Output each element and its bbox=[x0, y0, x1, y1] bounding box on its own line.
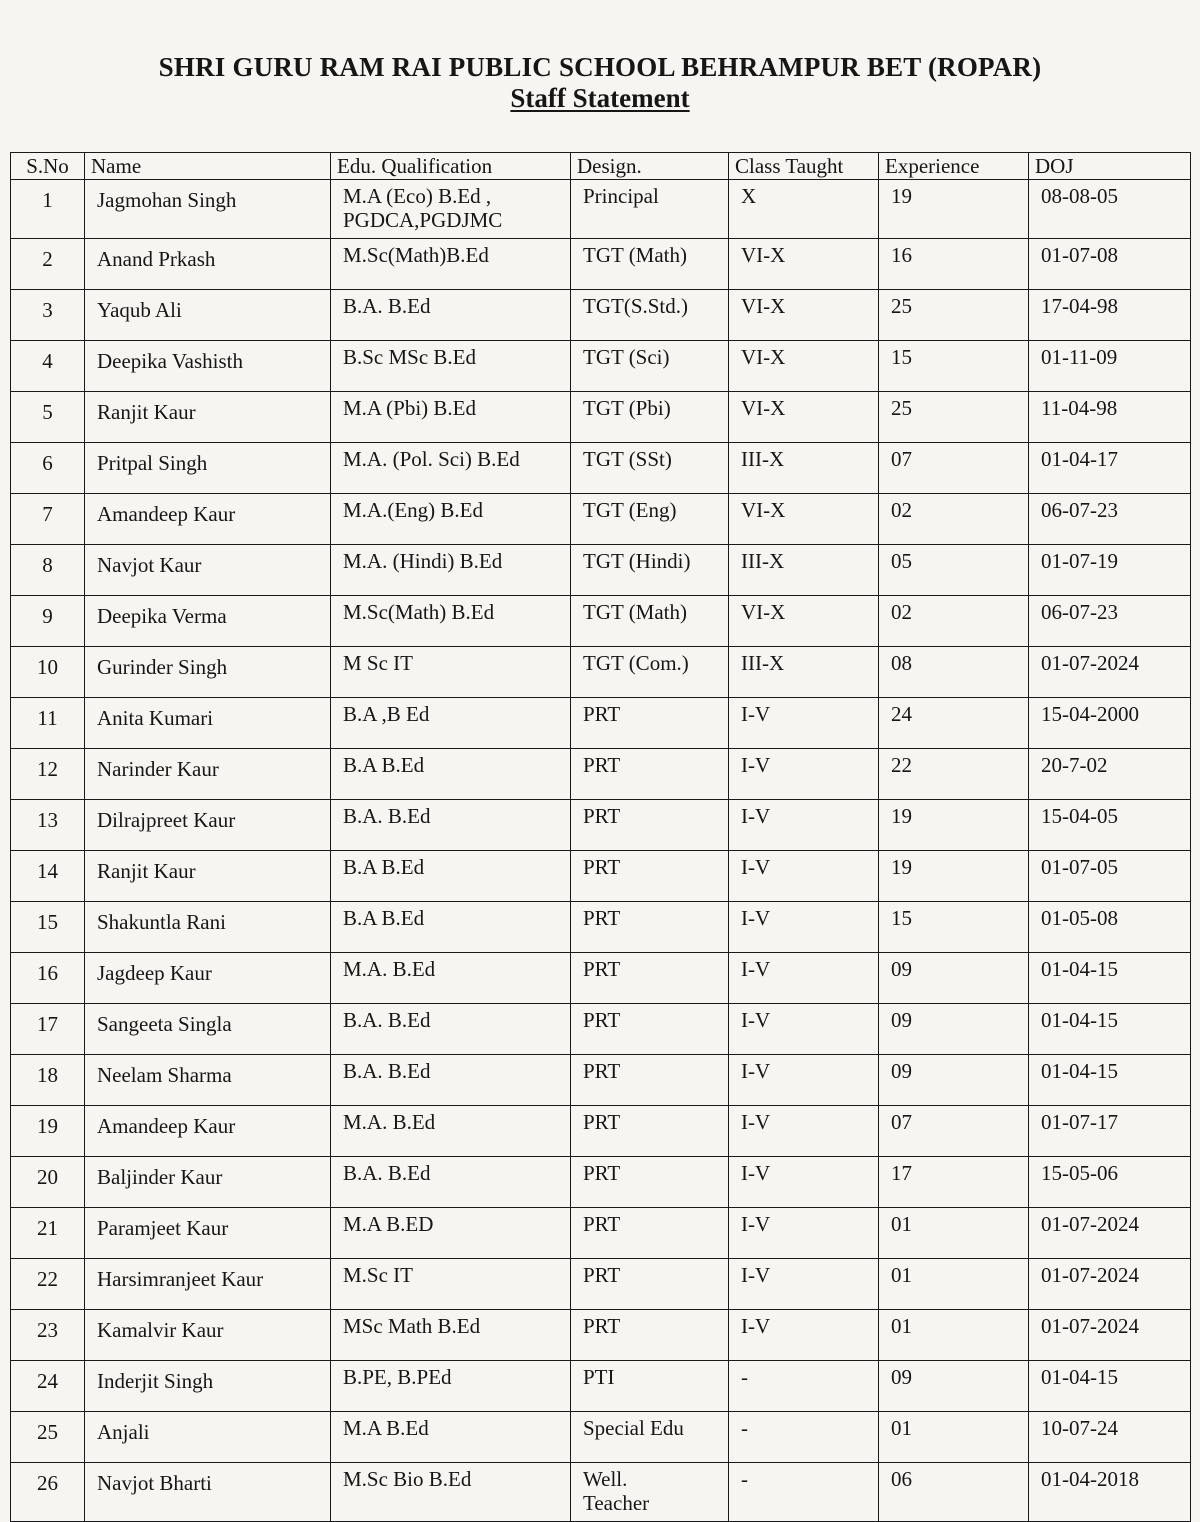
cell-designation-line: PRT bbox=[583, 1314, 621, 1338]
cell-qualification-line: M.Sc(Math) B.Ed bbox=[343, 600, 495, 624]
cell-experience: 22 bbox=[879, 749, 1029, 800]
header-doj: DOJ bbox=[1029, 153, 1191, 180]
cell-qualification bbox=[331, 1106, 571, 1157]
cell-sno: 13 bbox=[11, 800, 85, 851]
cell-class-taught: - bbox=[729, 1412, 879, 1463]
cell-experience: 09 bbox=[879, 1055, 1029, 1106]
cell-doj: 01-05-08 bbox=[1029, 902, 1191, 953]
cell-designation-line: Well. bbox=[583, 1467, 628, 1491]
cell-class-taught: I-V bbox=[729, 953, 879, 1004]
table-row bbox=[11, 494, 1191, 545]
cell-class-taught: I-V bbox=[729, 1157, 879, 1208]
cell-qualification-line: PGDCA,PGDJMC bbox=[343, 208, 503, 232]
cell-designation-line: PRT bbox=[583, 702, 621, 726]
cell-experience: 16 bbox=[879, 239, 1029, 290]
cell-sno: 11 bbox=[11, 698, 85, 749]
cell-qualification-line: B.A B.Ed bbox=[343, 855, 425, 879]
cell-experience: 17 bbox=[879, 1157, 1029, 1208]
cell-qualification-line: M.A. (Pol. Sci) B.Ed bbox=[343, 447, 520, 471]
table-row bbox=[11, 851, 1191, 902]
cell-sno: 10 bbox=[11, 647, 85, 698]
cell-doj: 17-04-98 bbox=[1029, 290, 1191, 341]
cell-qualification bbox=[331, 290, 571, 341]
cell-designation-line: PRT bbox=[583, 1212, 621, 1236]
cell-sno: 24 bbox=[11, 1361, 85, 1412]
cell-qualification bbox=[331, 341, 571, 392]
cell-designation-line: TGT (Pbi) bbox=[583, 396, 671, 420]
cell-name: Harsimranjeet Kaur bbox=[85, 1259, 331, 1310]
cell-name: Anand Prkash bbox=[85, 239, 331, 290]
cell-qualification-line: M Sc IT bbox=[343, 651, 413, 675]
cell-name: Amandeep Kaur bbox=[85, 1106, 331, 1157]
cell-doj: 06-07-23 bbox=[1029, 596, 1191, 647]
cell-qualification-line: MSc Math B.Ed bbox=[343, 1314, 481, 1338]
cell-sno: 21 bbox=[11, 1208, 85, 1259]
cell-experience: 19 bbox=[879, 851, 1029, 902]
cell-experience: 07 bbox=[879, 1106, 1029, 1157]
cell-name: Neelam Sharma bbox=[85, 1055, 331, 1106]
cell-designation-line: PRT bbox=[583, 906, 621, 930]
cell-experience: 15 bbox=[879, 902, 1029, 953]
cell-name: Sangeeta Singla bbox=[85, 1004, 331, 1055]
cell-qualification bbox=[331, 953, 571, 1004]
header-sno: S.No bbox=[11, 153, 85, 180]
cell-doj: 01-07-2024 bbox=[1029, 1208, 1191, 1259]
cell-doj: 01-07-17 bbox=[1029, 1106, 1191, 1157]
cell-qualification bbox=[331, 180, 571, 239]
cell-name: Jagmohan Singh bbox=[85, 180, 331, 239]
cell-qualification-line: M.A. B.Ed bbox=[343, 1110, 436, 1134]
table-header-row bbox=[11, 153, 1191, 180]
cell-designation-line: TGT (Com.) bbox=[583, 651, 689, 675]
table-row bbox=[11, 443, 1191, 494]
cell-doj: 01-04-15 bbox=[1029, 1055, 1191, 1106]
cell-designation bbox=[571, 392, 729, 443]
cell-designation-line: TGT (SSt) bbox=[583, 447, 672, 471]
cell-qualification bbox=[331, 851, 571, 902]
cell-designation-line: Principal bbox=[583, 184, 659, 208]
cell-designation bbox=[571, 180, 729, 239]
cell-designation-line: PRT bbox=[583, 1263, 621, 1287]
table-row bbox=[11, 239, 1191, 290]
cell-designation-line: TGT (Hindi) bbox=[583, 549, 691, 573]
cell-qualification-line: B.A ,B Ed bbox=[343, 702, 430, 726]
cell-designation-line: PRT bbox=[583, 855, 621, 879]
cell-doj: 01-07-08 bbox=[1029, 239, 1191, 290]
cell-sno: 19 bbox=[11, 1106, 85, 1157]
cell-qualification-line: B.Sc MSc B.Ed bbox=[343, 345, 477, 369]
cell-qualification-line: M.A. B.Ed bbox=[343, 957, 436, 981]
cell-qualification bbox=[331, 1259, 571, 1310]
cell-designation bbox=[571, 545, 729, 596]
cell-qualification-line: M.Sc IT bbox=[343, 1263, 413, 1287]
cell-qualification-line: M.Sc(Math)B.Ed bbox=[343, 243, 489, 267]
cell-designation bbox=[571, 290, 729, 341]
cell-qualification-line: M.A. (Hindi) B.Ed bbox=[343, 549, 503, 573]
table-row bbox=[11, 290, 1191, 341]
cell-class-taught: I-V bbox=[729, 1004, 879, 1055]
cell-class-taught: I-V bbox=[729, 1310, 879, 1361]
cell-qualification bbox=[331, 494, 571, 545]
header-class-taught: Class Taught bbox=[729, 153, 879, 180]
cell-designation-line: PRT bbox=[583, 804, 621, 828]
cell-class-taught: I-V bbox=[729, 800, 879, 851]
table-row bbox=[11, 698, 1191, 749]
cell-designation bbox=[571, 1259, 729, 1310]
cell-designation bbox=[571, 1310, 729, 1361]
cell-qualification-line: M.A (Eco) B.Ed , bbox=[343, 184, 492, 208]
header-qualification: Edu. Qualification bbox=[331, 153, 571, 180]
cell-designation bbox=[571, 851, 729, 902]
cell-qualification bbox=[331, 800, 571, 851]
cell-doj: 08-08-05 bbox=[1029, 180, 1191, 239]
cell-designation-line: TGT (Math) bbox=[583, 243, 688, 267]
table-row bbox=[11, 545, 1191, 596]
cell-name: Dilrajpreet Kaur bbox=[85, 800, 331, 851]
cell-designation bbox=[571, 698, 729, 749]
cell-qualification bbox=[331, 392, 571, 443]
cell-doj: 01-07-2024 bbox=[1029, 1259, 1191, 1310]
cell-name: Ranjit Kaur bbox=[85, 851, 331, 902]
cell-designation bbox=[571, 647, 729, 698]
cell-class-taught: - bbox=[729, 1463, 879, 1522]
cell-doj: 01-11-09 bbox=[1029, 341, 1191, 392]
cell-name: Yaqub Ali bbox=[85, 290, 331, 341]
cell-doj: 01-04-2018 bbox=[1029, 1463, 1191, 1522]
table-row bbox=[11, 1259, 1191, 1310]
cell-experience: 01 bbox=[879, 1208, 1029, 1259]
cell-designation-line: TGT(S.Std.) bbox=[583, 294, 688, 318]
cell-designation-line: PRT bbox=[583, 753, 621, 777]
cell-qualification bbox=[331, 1412, 571, 1463]
cell-designation-line: PRT bbox=[583, 1008, 621, 1032]
table-row bbox=[11, 800, 1191, 851]
table-row bbox=[11, 1106, 1191, 1157]
cell-designation bbox=[571, 1004, 729, 1055]
cell-qualification-line: M.Sc Bio B.Ed bbox=[343, 1467, 472, 1491]
cell-designation bbox=[571, 596, 729, 647]
cell-sno: 22 bbox=[11, 1259, 85, 1310]
cell-experience: 09 bbox=[879, 1004, 1029, 1055]
cell-experience: 01 bbox=[879, 1259, 1029, 1310]
cell-doj: 01-07-19 bbox=[1029, 545, 1191, 596]
cell-sno: 16 bbox=[11, 953, 85, 1004]
cell-sno: 25 bbox=[11, 1412, 85, 1463]
cell-class-taught: I-V bbox=[729, 1055, 879, 1106]
cell-sno: 14 bbox=[11, 851, 85, 902]
cell-class-taught: VI-X bbox=[729, 494, 879, 545]
cell-name: Navjot Bharti bbox=[85, 1463, 331, 1522]
cell-qualification bbox=[331, 698, 571, 749]
table-row bbox=[11, 953, 1191, 1004]
cell-qualification bbox=[331, 1157, 571, 1208]
table-row bbox=[11, 1412, 1191, 1463]
cell-designation-line: Teacher bbox=[583, 1491, 650, 1515]
cell-designation-line: PTI bbox=[583, 1365, 615, 1389]
cell-doj: 15-05-06 bbox=[1029, 1157, 1191, 1208]
table-row bbox=[11, 392, 1191, 443]
cell-sno: 26 bbox=[11, 1463, 85, 1522]
cell-qualification-line: M.A (Pbi) B.Ed bbox=[343, 396, 477, 420]
table-row bbox=[11, 1055, 1191, 1106]
cell-qualification bbox=[331, 1208, 571, 1259]
table-row bbox=[11, 902, 1191, 953]
cell-doj: 01-07-2024 bbox=[1029, 1310, 1191, 1361]
cell-sno: 17 bbox=[11, 1004, 85, 1055]
cell-designation bbox=[571, 1157, 729, 1208]
table-row bbox=[11, 1004, 1191, 1055]
cell-designation bbox=[571, 443, 729, 494]
cell-sno: 8 bbox=[11, 545, 85, 596]
cell-class-taught: III-X bbox=[729, 443, 879, 494]
cell-experience: 19 bbox=[879, 800, 1029, 851]
cell-experience: 08 bbox=[879, 647, 1029, 698]
cell-designation-line: PRT bbox=[583, 1110, 621, 1134]
header-experience: Experience bbox=[879, 153, 1029, 180]
cell-designation bbox=[571, 1106, 729, 1157]
table-row bbox=[11, 596, 1191, 647]
school-name: SHRI GURU RAM RAI PUBLIC SCHOOL BEHRAMPUR BET (ROPAR) bbox=[158, 52, 1042, 82]
cell-experience: 02 bbox=[879, 494, 1029, 545]
cell-experience: 02 bbox=[879, 596, 1029, 647]
cell-qualification bbox=[331, 1004, 571, 1055]
cell-name: Deepika Verma bbox=[85, 596, 331, 647]
cell-experience: 01 bbox=[879, 1412, 1029, 1463]
cell-designation-line: PRT bbox=[583, 957, 621, 981]
cell-class-taught: I-V bbox=[729, 698, 879, 749]
cell-doj: 15-04-2000 bbox=[1029, 698, 1191, 749]
cell-name: Inderjit Singh bbox=[85, 1361, 331, 1412]
cell-qualification bbox=[331, 443, 571, 494]
cell-sno: 4 bbox=[11, 341, 85, 392]
cell-class-taught: VI-X bbox=[729, 596, 879, 647]
cell-doj: 10-07-24 bbox=[1029, 1412, 1191, 1463]
cell-sno: 12 bbox=[11, 749, 85, 800]
cell-qualification bbox=[331, 902, 571, 953]
cell-class-taught: X bbox=[729, 180, 879, 239]
table-row bbox=[11, 1157, 1191, 1208]
cell-doj: 01-04-15 bbox=[1029, 1361, 1191, 1412]
cell-sno: 23 bbox=[11, 1310, 85, 1361]
cell-experience: 24 bbox=[879, 698, 1029, 749]
cell-name: Deepika Vashisth bbox=[85, 341, 331, 392]
cell-name: Anjali bbox=[85, 1412, 331, 1463]
cell-doj: 01-07-2024 bbox=[1029, 647, 1191, 698]
cell-designation-line: PRT bbox=[583, 1161, 621, 1185]
cell-name: Pritpal Singh bbox=[85, 443, 331, 494]
cell-sno: 18 bbox=[11, 1055, 85, 1106]
table-row bbox=[11, 1208, 1191, 1259]
cell-sno: 7 bbox=[11, 494, 85, 545]
cell-class-taught: VI-X bbox=[729, 392, 879, 443]
cell-qualification bbox=[331, 545, 571, 596]
cell-designation-line: Special Edu bbox=[583, 1416, 684, 1440]
cell-class-taught: I-V bbox=[729, 749, 879, 800]
cell-experience: 19 bbox=[879, 180, 1029, 239]
cell-name: Jagdeep Kaur bbox=[85, 953, 331, 1004]
cell-name: Shakuntla Rani bbox=[85, 902, 331, 953]
cell-experience: 25 bbox=[879, 290, 1029, 341]
cell-class-taught: I-V bbox=[729, 1106, 879, 1157]
staff-table-body bbox=[11, 180, 1191, 1522]
cell-qualification-line: B.PE, B.PEd bbox=[343, 1365, 452, 1389]
cell-designation bbox=[571, 1361, 729, 1412]
header-designation: Design. bbox=[571, 153, 729, 180]
cell-class-taught: I-V bbox=[729, 851, 879, 902]
cell-class-taught: I-V bbox=[729, 1208, 879, 1259]
cell-qualification-line: B.A. B.Ed bbox=[343, 1059, 431, 1083]
cell-sno: 5 bbox=[11, 392, 85, 443]
cell-doj: 15-04-05 bbox=[1029, 800, 1191, 851]
cell-qualification-line: B.A. B.Ed bbox=[343, 804, 431, 828]
cell-name: Gurinder Singh bbox=[85, 647, 331, 698]
cell-designation bbox=[571, 341, 729, 392]
cell-sno: 3 bbox=[11, 290, 85, 341]
cell-designation bbox=[571, 902, 729, 953]
cell-designation bbox=[571, 239, 729, 290]
cell-designation bbox=[571, 1055, 729, 1106]
cell-qualification bbox=[331, 1463, 571, 1522]
cell-experience: 05 bbox=[879, 545, 1029, 596]
cell-qualification bbox=[331, 596, 571, 647]
cell-name: Kamalvir Kaur bbox=[85, 1310, 331, 1361]
cell-name: Anita Kumari bbox=[85, 698, 331, 749]
cell-doj: 11-04-98 bbox=[1029, 392, 1191, 443]
cell-qualification-line: M.A B.Ed bbox=[343, 1416, 429, 1440]
cell-experience: 06 bbox=[879, 1463, 1029, 1522]
cell-experience: 09 bbox=[879, 953, 1029, 1004]
cell-doj: 01-04-15 bbox=[1029, 1004, 1191, 1055]
cell-name: Baljinder Kaur bbox=[85, 1157, 331, 1208]
cell-class-taught: I-V bbox=[729, 902, 879, 953]
cell-designation bbox=[571, 1412, 729, 1463]
cell-doj: 01-07-05 bbox=[1029, 851, 1191, 902]
cell-class-taught: VI-X bbox=[729, 239, 879, 290]
cell-sno: 1 bbox=[11, 180, 85, 239]
cell-class-taught: III-X bbox=[729, 545, 879, 596]
cell-qualification bbox=[331, 749, 571, 800]
cell-class-taught: VI-X bbox=[729, 290, 879, 341]
cell-sno: 15 bbox=[11, 902, 85, 953]
cell-designation bbox=[571, 494, 729, 545]
cell-name: Amandeep Kaur bbox=[85, 494, 331, 545]
table-row bbox=[11, 1463, 1191, 1522]
table-row bbox=[11, 1310, 1191, 1361]
cell-class-taught: - bbox=[729, 1361, 879, 1412]
cell-qualification bbox=[331, 1361, 571, 1412]
table-row bbox=[11, 341, 1191, 392]
table-row bbox=[11, 180, 1191, 239]
cell-name: Narinder Kaur bbox=[85, 749, 331, 800]
cell-qualification-line: B.A. B.Ed bbox=[343, 294, 431, 318]
cell-qualification-line: B.A. B.Ed bbox=[343, 1008, 431, 1032]
cell-sno: 9 bbox=[11, 596, 85, 647]
cell-qualification-line: B.A. B.Ed bbox=[343, 1161, 431, 1185]
cell-qualification bbox=[331, 1310, 571, 1361]
cell-qualification-line: B.A B.Ed bbox=[343, 906, 425, 930]
cell-name: Paramjeet Kaur bbox=[85, 1208, 331, 1259]
cell-experience: 25 bbox=[879, 392, 1029, 443]
staff-table bbox=[10, 152, 1191, 1522]
cell-experience: 07 bbox=[879, 443, 1029, 494]
cell-class-taught: I-V bbox=[729, 1259, 879, 1310]
cell-sno: 20 bbox=[11, 1157, 85, 1208]
cell-designation bbox=[571, 1463, 729, 1522]
table-row bbox=[11, 1361, 1191, 1412]
cell-qualification-line: M.A B.ED bbox=[343, 1212, 434, 1236]
header-name: Name bbox=[85, 153, 331, 180]
document-title: Staff Statement bbox=[510, 83, 690, 113]
cell-qualification-line: B.A B.Ed bbox=[343, 753, 425, 777]
cell-qualification bbox=[331, 1055, 571, 1106]
cell-qualification bbox=[331, 647, 571, 698]
cell-designation bbox=[571, 800, 729, 851]
cell-doj: 06-07-23 bbox=[1029, 494, 1191, 545]
cell-class-taught: III-X bbox=[729, 647, 879, 698]
cell-name: Ranjit Kaur bbox=[85, 392, 331, 443]
cell-qualification bbox=[331, 239, 571, 290]
cell-doj: 20-7-02 bbox=[1029, 749, 1191, 800]
cell-designation bbox=[571, 749, 729, 800]
cell-designation-line: PRT bbox=[583, 1059, 621, 1083]
cell-experience: 09 bbox=[879, 1361, 1029, 1412]
table-row bbox=[11, 749, 1191, 800]
cell-doj: 01-04-17 bbox=[1029, 443, 1191, 494]
cell-designation-line: TGT (Sci) bbox=[583, 345, 670, 369]
cell-qualification-line: M.A.(Eng) B.Ed bbox=[343, 498, 483, 522]
cell-doj: 01-04-15 bbox=[1029, 953, 1191, 1004]
cell-designation-line: TGT (Math) bbox=[583, 600, 688, 624]
cell-experience: 15 bbox=[879, 341, 1029, 392]
cell-designation-line: TGT (Eng) bbox=[583, 498, 677, 522]
cell-designation bbox=[571, 953, 729, 1004]
table-row bbox=[11, 647, 1191, 698]
cell-experience: 01 bbox=[879, 1310, 1029, 1361]
cell-sno: 2 bbox=[11, 239, 85, 290]
document-header bbox=[0, 50, 1200, 114]
cell-sno: 6 bbox=[11, 443, 85, 494]
cell-class-taught: VI-X bbox=[729, 341, 879, 392]
cell-designation bbox=[571, 1208, 729, 1259]
cell-name: Navjot Kaur bbox=[85, 545, 331, 596]
